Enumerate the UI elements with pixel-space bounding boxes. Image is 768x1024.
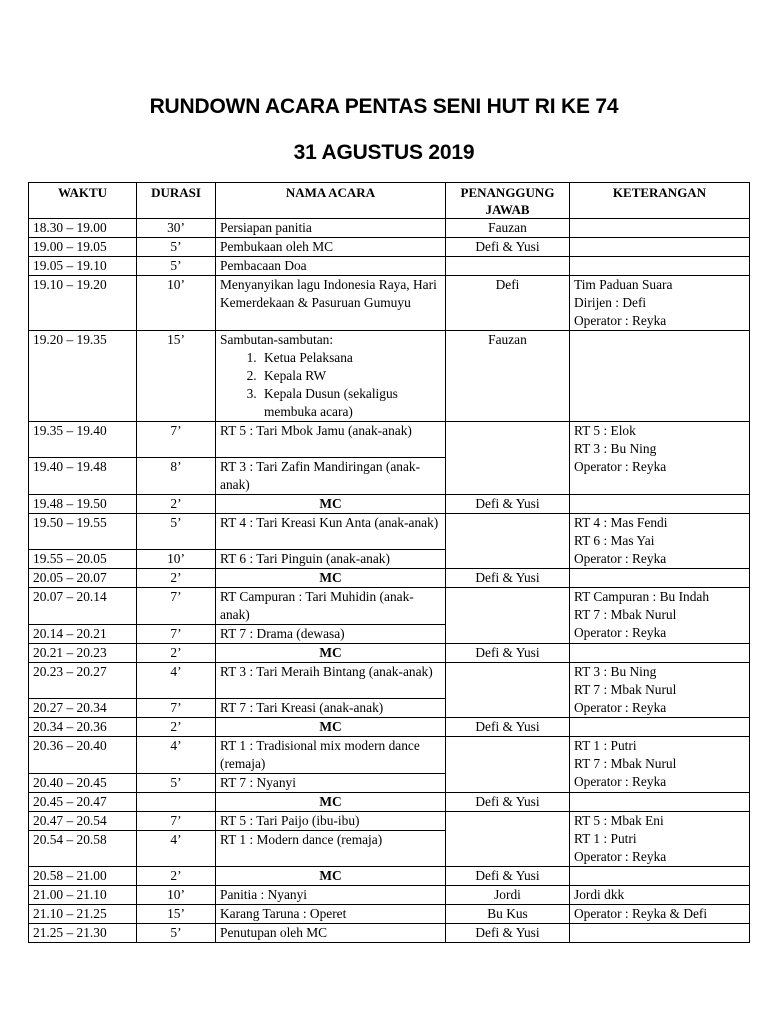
keterangan-line: RT Campuran : Bu Indah: [574, 589, 710, 604]
sambutan-list: [220, 349, 441, 421]
table-row: [29, 276, 750, 331]
cell-nama-acara: Panitia : Nyanyi: [216, 886, 446, 905]
cell-nama-acara: RT Campuran : Tari Muhidin (anak-anak): [216, 588, 446, 625]
cell-nama-acara: Karang Taruna : Operet: [216, 905, 446, 924]
cell-penanggung-jawab: Defi & Yusi: [446, 867, 570, 886]
cell-penanggung-jawab: Fauzan: [446, 219, 570, 238]
cell-waktu: 20.07 – 20.14: [29, 588, 137, 625]
cell-keterangan: [570, 737, 750, 793]
cell-keterangan: [570, 331, 750, 422]
cell-keterangan: [570, 238, 750, 257]
cell-durasi: [137, 793, 216, 812]
table-row: [29, 238, 750, 257]
cell-penanggung-jawab: Defi & Yusi: [446, 924, 570, 943]
cell-penanggung-jawab: Bu Kus: [446, 905, 570, 924]
cell-penanggung-jawab: Defi & Yusi: [446, 495, 570, 514]
cell-keterangan: [570, 644, 750, 663]
cell-durasi: 4’: [137, 737, 216, 774]
cell-durasi: 15’: [137, 905, 216, 924]
table-row: [29, 867, 750, 886]
cell-durasi: 2’: [137, 495, 216, 514]
cell-keterangan: [570, 569, 750, 588]
cell-nama-acara: Penutupan oleh MC: [216, 924, 446, 943]
table-row: [29, 331, 750, 422]
cell-penanggung-jawab: [446, 422, 570, 495]
cell-durasi: 7’: [137, 625, 216, 644]
cell-nama-acara: MC: [216, 718, 446, 737]
cell-keterangan: [570, 867, 750, 886]
cell-durasi: 7’: [137, 422, 216, 458]
sambutan-item: 1. Ketua Pelaksana: [260, 349, 441, 367]
keterangan-line: Operator : Reyka: [574, 313, 667, 328]
cell-waktu: 19.35 – 19.40: [29, 422, 137, 458]
cell-nama-acara: Persiapan panitia: [216, 219, 446, 238]
cell-penanggung-jawab: [446, 514, 570, 569]
cell-durasi: 10’: [137, 276, 216, 331]
cell-waktu: 19.40 – 19.48: [29, 458, 137, 495]
table-row: [29, 663, 750, 699]
cell-nama-acara: Sambutan-sambutan: 1. Ketua Pelaksana 2. Kepala RW 3. Kepala Dusun (sekaligus membuka acara): [216, 331, 446, 422]
keterangan-line: RT 6 : Mas Yai: [574, 533, 655, 548]
cell-waktu: 20.34 – 20.36: [29, 718, 137, 737]
cell-waktu: 21.00 – 21.10: [29, 886, 137, 905]
cell-nama-acara: MC: [216, 867, 446, 886]
cell-penanggung-jawab: [446, 663, 570, 718]
cell-durasi: 30’: [137, 219, 216, 238]
cell-waktu: 20.05 – 20.07: [29, 569, 137, 588]
cell-durasi: 5’: [137, 774, 216, 793]
cell-durasi: 7’: [137, 812, 216, 831]
cell-nama-acara: MC: [216, 495, 446, 514]
cell-keterangan: [570, 422, 750, 495]
keterangan-line: RT 5 : Mbak Eni: [574, 813, 664, 828]
cell-penanggung-jawab: Fauzan: [446, 331, 570, 422]
header-penanggung-jawab: PENANGGUNG JAWAB: [446, 183, 570, 219]
cell-keterangan: [570, 718, 750, 737]
cell-waktu: 19.55 – 20.05: [29, 550, 137, 569]
cell-durasi: 2’: [137, 644, 216, 663]
cell-penanggung-jawab: Defi & Yusi: [446, 718, 570, 737]
table-row: [29, 718, 750, 737]
table-row: [29, 588, 750, 625]
cell-keterangan: [570, 257, 750, 276]
table-body: [29, 219, 750, 943]
cell-waktu: 19.20 – 19.35: [29, 331, 137, 422]
cell-durasi: 8’: [137, 458, 216, 495]
keterangan-line: Jordi dkk: [574, 887, 625, 902]
cell-waktu: 18.30 – 19.00: [29, 219, 137, 238]
cell-durasi: 5’: [137, 514, 216, 550]
cell-nama-acara: Menyanyikan lagu Indonesia Raya, Hari Kemerdekaan & Pasuruan Gumuyu: [216, 276, 446, 331]
cell-waktu: 21.25 – 21.30: [29, 924, 137, 943]
table-row: [29, 793, 750, 812]
cell-penanggung-jawab: [446, 588, 570, 644]
table-row: [29, 886, 750, 905]
cell-nama-acara: RT 3 : Tari Zafin Mandiringan (anak-anak): [216, 458, 446, 495]
keterangan-line: Operator : Reyka: [574, 849, 667, 864]
header-durasi: DURASI: [137, 183, 216, 219]
keterangan-line: Operator : Reyka: [574, 459, 667, 474]
cell-nama-acara: MC: [216, 569, 446, 588]
document-date: 31 AGUSTUS 2019: [293, 141, 475, 164]
rundown-table: [28, 182, 750, 943]
cell-keterangan: [570, 793, 750, 812]
cell-nama-acara: RT 3 : Tari Meraih Bintang (anak-anak): [216, 663, 446, 699]
cell-waktu: 20.58 – 21.00: [29, 867, 137, 886]
cell-waktu: 20.45 – 20.47: [29, 793, 137, 812]
cell-penanggung-jawab: Defi & Yusi: [446, 644, 570, 663]
table-row: [29, 257, 750, 276]
cell-keterangan: [570, 812, 750, 867]
cell-nama-acara: RT 5 : Tari Mbok Jamu (anak-anak): [216, 422, 446, 458]
keterangan-line: RT 5 : Elok: [574, 423, 636, 438]
cell-keterangan: [570, 219, 750, 238]
table-row: [29, 514, 750, 550]
cell-waktu: 20.54 – 20.58: [29, 831, 137, 867]
keterangan-line: Operator : Reyka: [574, 774, 667, 789]
cell-nama-acara: RT 5 : Tari Paijo (ibu-ibu): [216, 812, 446, 831]
cell-nama-acara: RT 7 : Tari Kreasi (anak-anak): [216, 699, 446, 718]
table-row: [29, 495, 750, 514]
cell-waktu: 20.23 – 20.27: [29, 663, 137, 699]
cell-nama-acara: RT 4 : Tari Kreasi Kun Anta (anak-anak): [216, 514, 446, 550]
cell-waktu: 19.00 – 19.05: [29, 238, 137, 257]
cell-waktu: 19.50 – 19.55: [29, 514, 137, 550]
cell-penanggung-jawab: Defi & Yusi: [446, 569, 570, 588]
cell-durasi: 2’: [137, 569, 216, 588]
cell-durasi: 7’: [137, 699, 216, 718]
cell-penanggung-jawab: [446, 737, 570, 793]
table-row: [29, 924, 750, 943]
sambutan-item: 3. Kepala Dusun (sekaligus membuka acara): [260, 385, 441, 421]
cell-keterangan: [570, 886, 750, 905]
sambutan-item: 2. Kepala RW: [260, 367, 441, 385]
cell-keterangan: [570, 514, 750, 569]
keterangan-line: Operator : Reyka & Defi: [574, 906, 708, 921]
header-nama-acara: NAMA ACARA: [216, 183, 446, 219]
keterangan-line: RT 7 : Mbak Nurul: [574, 607, 677, 622]
cell-waktu: 19.48 – 19.50: [29, 495, 137, 514]
cell-waktu: 19.10 – 19.20: [29, 276, 137, 331]
cell-nama-acara: MC: [216, 644, 446, 663]
keterangan-line: RT 1 : Putri: [574, 831, 637, 846]
cell-durasi: 4’: [137, 831, 216, 867]
cell-durasi: 15’: [137, 331, 216, 422]
table-header-row: [29, 183, 750, 219]
cell-waktu: 20.14 – 20.21: [29, 625, 137, 644]
keterangan-line: Operator : Reyka: [574, 625, 667, 640]
cell-durasi: 10’: [137, 886, 216, 905]
keterangan-line: RT 7 : Mbak Nurul: [574, 682, 677, 697]
cell-nama-acara: RT 7 : Nyanyi: [216, 774, 446, 793]
cell-durasi: 2’: [137, 718, 216, 737]
cell-waktu: 20.21 – 20.23: [29, 644, 137, 663]
cell-keterangan: [570, 495, 750, 514]
cell-durasi: 7’: [137, 588, 216, 625]
keterangan-line: Operator : Reyka: [574, 551, 667, 566]
cell-durasi: 10’: [137, 550, 216, 569]
cell-durasi: 5’: [137, 238, 216, 257]
cell-waktu: 20.36 – 20.40: [29, 737, 137, 774]
table-row: [29, 737, 750, 774]
cell-durasi: 4’: [137, 663, 216, 699]
keterangan-line: Operator : Reyka: [574, 700, 667, 715]
keterangan-line: Tim Paduan Suara: [574, 277, 673, 292]
table-row: [29, 644, 750, 663]
cell-penanggung-jawab: Defi & Yusi: [446, 793, 570, 812]
cell-nama-acara: RT 1 : Tradisional mix modern dance (remaja): [216, 737, 446, 774]
cell-waktu: 20.47 – 20.54: [29, 812, 137, 831]
cell-keterangan: [570, 905, 750, 924]
cell-nama-acara: Pembacaan Doa: [216, 257, 446, 276]
header-keterangan: KETERANGAN: [570, 183, 750, 219]
cell-waktu: 20.40 – 20.45: [29, 774, 137, 793]
cell-keterangan: [570, 663, 750, 718]
cell-nama-acara: Pembukaan oleh MC: [216, 238, 446, 257]
cell-waktu: 21.10 – 21.25: [29, 905, 137, 924]
keterangan-line: RT 3 : Bu Ning: [574, 441, 657, 456]
table-row: [29, 219, 750, 238]
keterangan-line: Dirijen : Defi: [574, 295, 647, 310]
document-title: RUNDOWN ACARA PENTAS SENI HUT RI KE 74: [149, 95, 619, 118]
cell-keterangan: [570, 924, 750, 943]
cell-keterangan: [570, 588, 750, 644]
header-waktu: WAKTU: [29, 183, 137, 219]
cell-penanggung-jawab: Jordi: [446, 886, 570, 905]
cell-penanggung-jawab: [446, 812, 570, 867]
cell-durasi: 2’: [137, 867, 216, 886]
cell-nama-acara: MC: [216, 793, 446, 812]
table-row: [29, 569, 750, 588]
table-row: [29, 422, 750, 458]
cell-durasi: 5’: [137, 924, 216, 943]
cell-waktu: 20.27 – 20.34: [29, 699, 137, 718]
keterangan-line: RT 1 : Putri: [574, 738, 637, 753]
cell-penanggung-jawab: [446, 257, 570, 276]
cell-nama-acara: RT 1 : Modern dance (remaja): [216, 831, 446, 867]
keterangan-line: RT 7 : Mbak Nurul: [574, 756, 677, 771]
cell-durasi: 5’: [137, 257, 216, 276]
cell-keterangan: [570, 276, 750, 331]
keterangan-line: RT 4 : Mas Fendi: [574, 515, 668, 530]
cell-nama-acara: RT 6 : Tari Pinguin (anak-anak): [216, 550, 446, 569]
cell-nama-acara: RT 7 : Drama (dewasa): [216, 625, 446, 644]
cell-penanggung-jawab: Defi & Yusi: [446, 238, 570, 257]
cell-penanggung-jawab: Defi: [446, 276, 570, 331]
table-row: [29, 905, 750, 924]
keterangan-line: RT 3 : Bu Ning: [574, 664, 657, 679]
cell-waktu: 19.05 – 19.10: [29, 257, 137, 276]
table-row: [29, 812, 750, 831]
